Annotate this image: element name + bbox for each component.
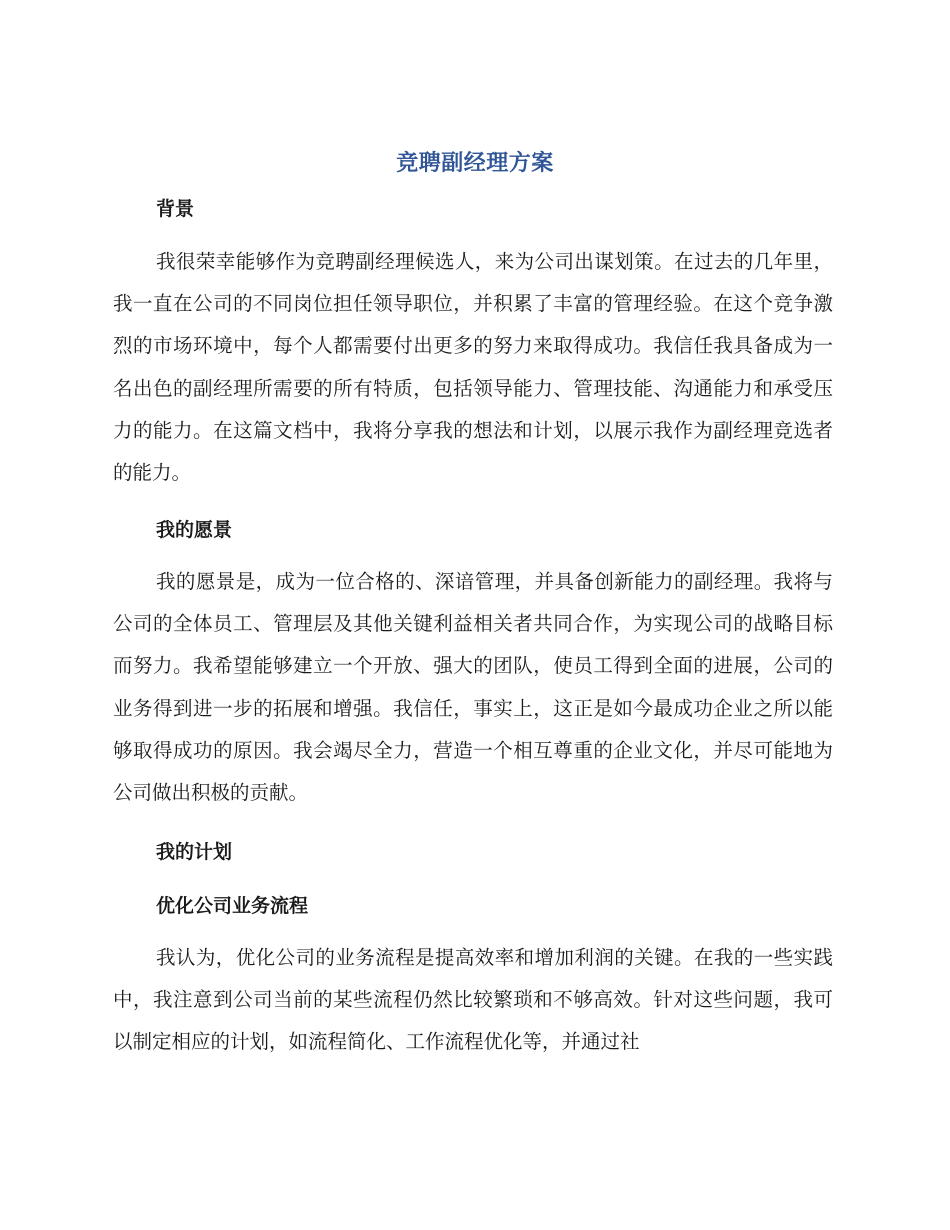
section-paragraph-vision: 我的愿景是，成为一位合格的、深谙管理，并具备创新能力的副经理。我将与公司的全体员工、管理层及其他关键利益相关者共同合作，为实现公司的战略目标而努力。我希望能够建立一个开放、强大的团队，使员工得到全面的进展，公司的业务得到进一步的拓展和增强。我信任，事实上，这正是如今最成功企业之所以能够取得成功的原因。我会竭尽全力，营造一个相互尊重的企业文化，并尽可能地为公司做出积极的贡献。 (113, 570, 833, 805)
section-heading-background: 背景 (156, 198, 195, 220)
section-paragraph-optimize-process: 我认为，优化公司的业务流程是提高效率和增加利润的关键。在我的一些实践中，我注意到公司当前的某些流程仍然比较繁琐和不够高效。针对这些问题，我可以制定相应的计划，如流程简化、工作流程优化等，并通过社 (113, 946, 833, 1054)
section-heading-vision: 我的愿景 (156, 519, 233, 541)
section-heading-plan: 我的计划 (156, 841, 233, 863)
document-title: 竞聘副经理方案 (396, 151, 554, 176)
section-paragraph-background: 我很荣幸能够作为竞聘副经理候选人，来为公司出谋划策。在过去的几年里，我一直在公司的不同岗位担任领导职位，并积累了丰富的管理经验。在这个竞争激烈的市场环境中，每个人都需要付出更多的努力来取得成功。我信任我具备成为一名出色的副经理所需要的所有特质，包括领导能力、管理技能、沟通能力和承受压力的能力。在这篇文档中，我将分享我的想法和计划，以展示我作为副经理竞选者的能力。 (113, 250, 833, 485)
section-heading-optimize-process: 优化公司业务流程 (156, 895, 309, 917)
